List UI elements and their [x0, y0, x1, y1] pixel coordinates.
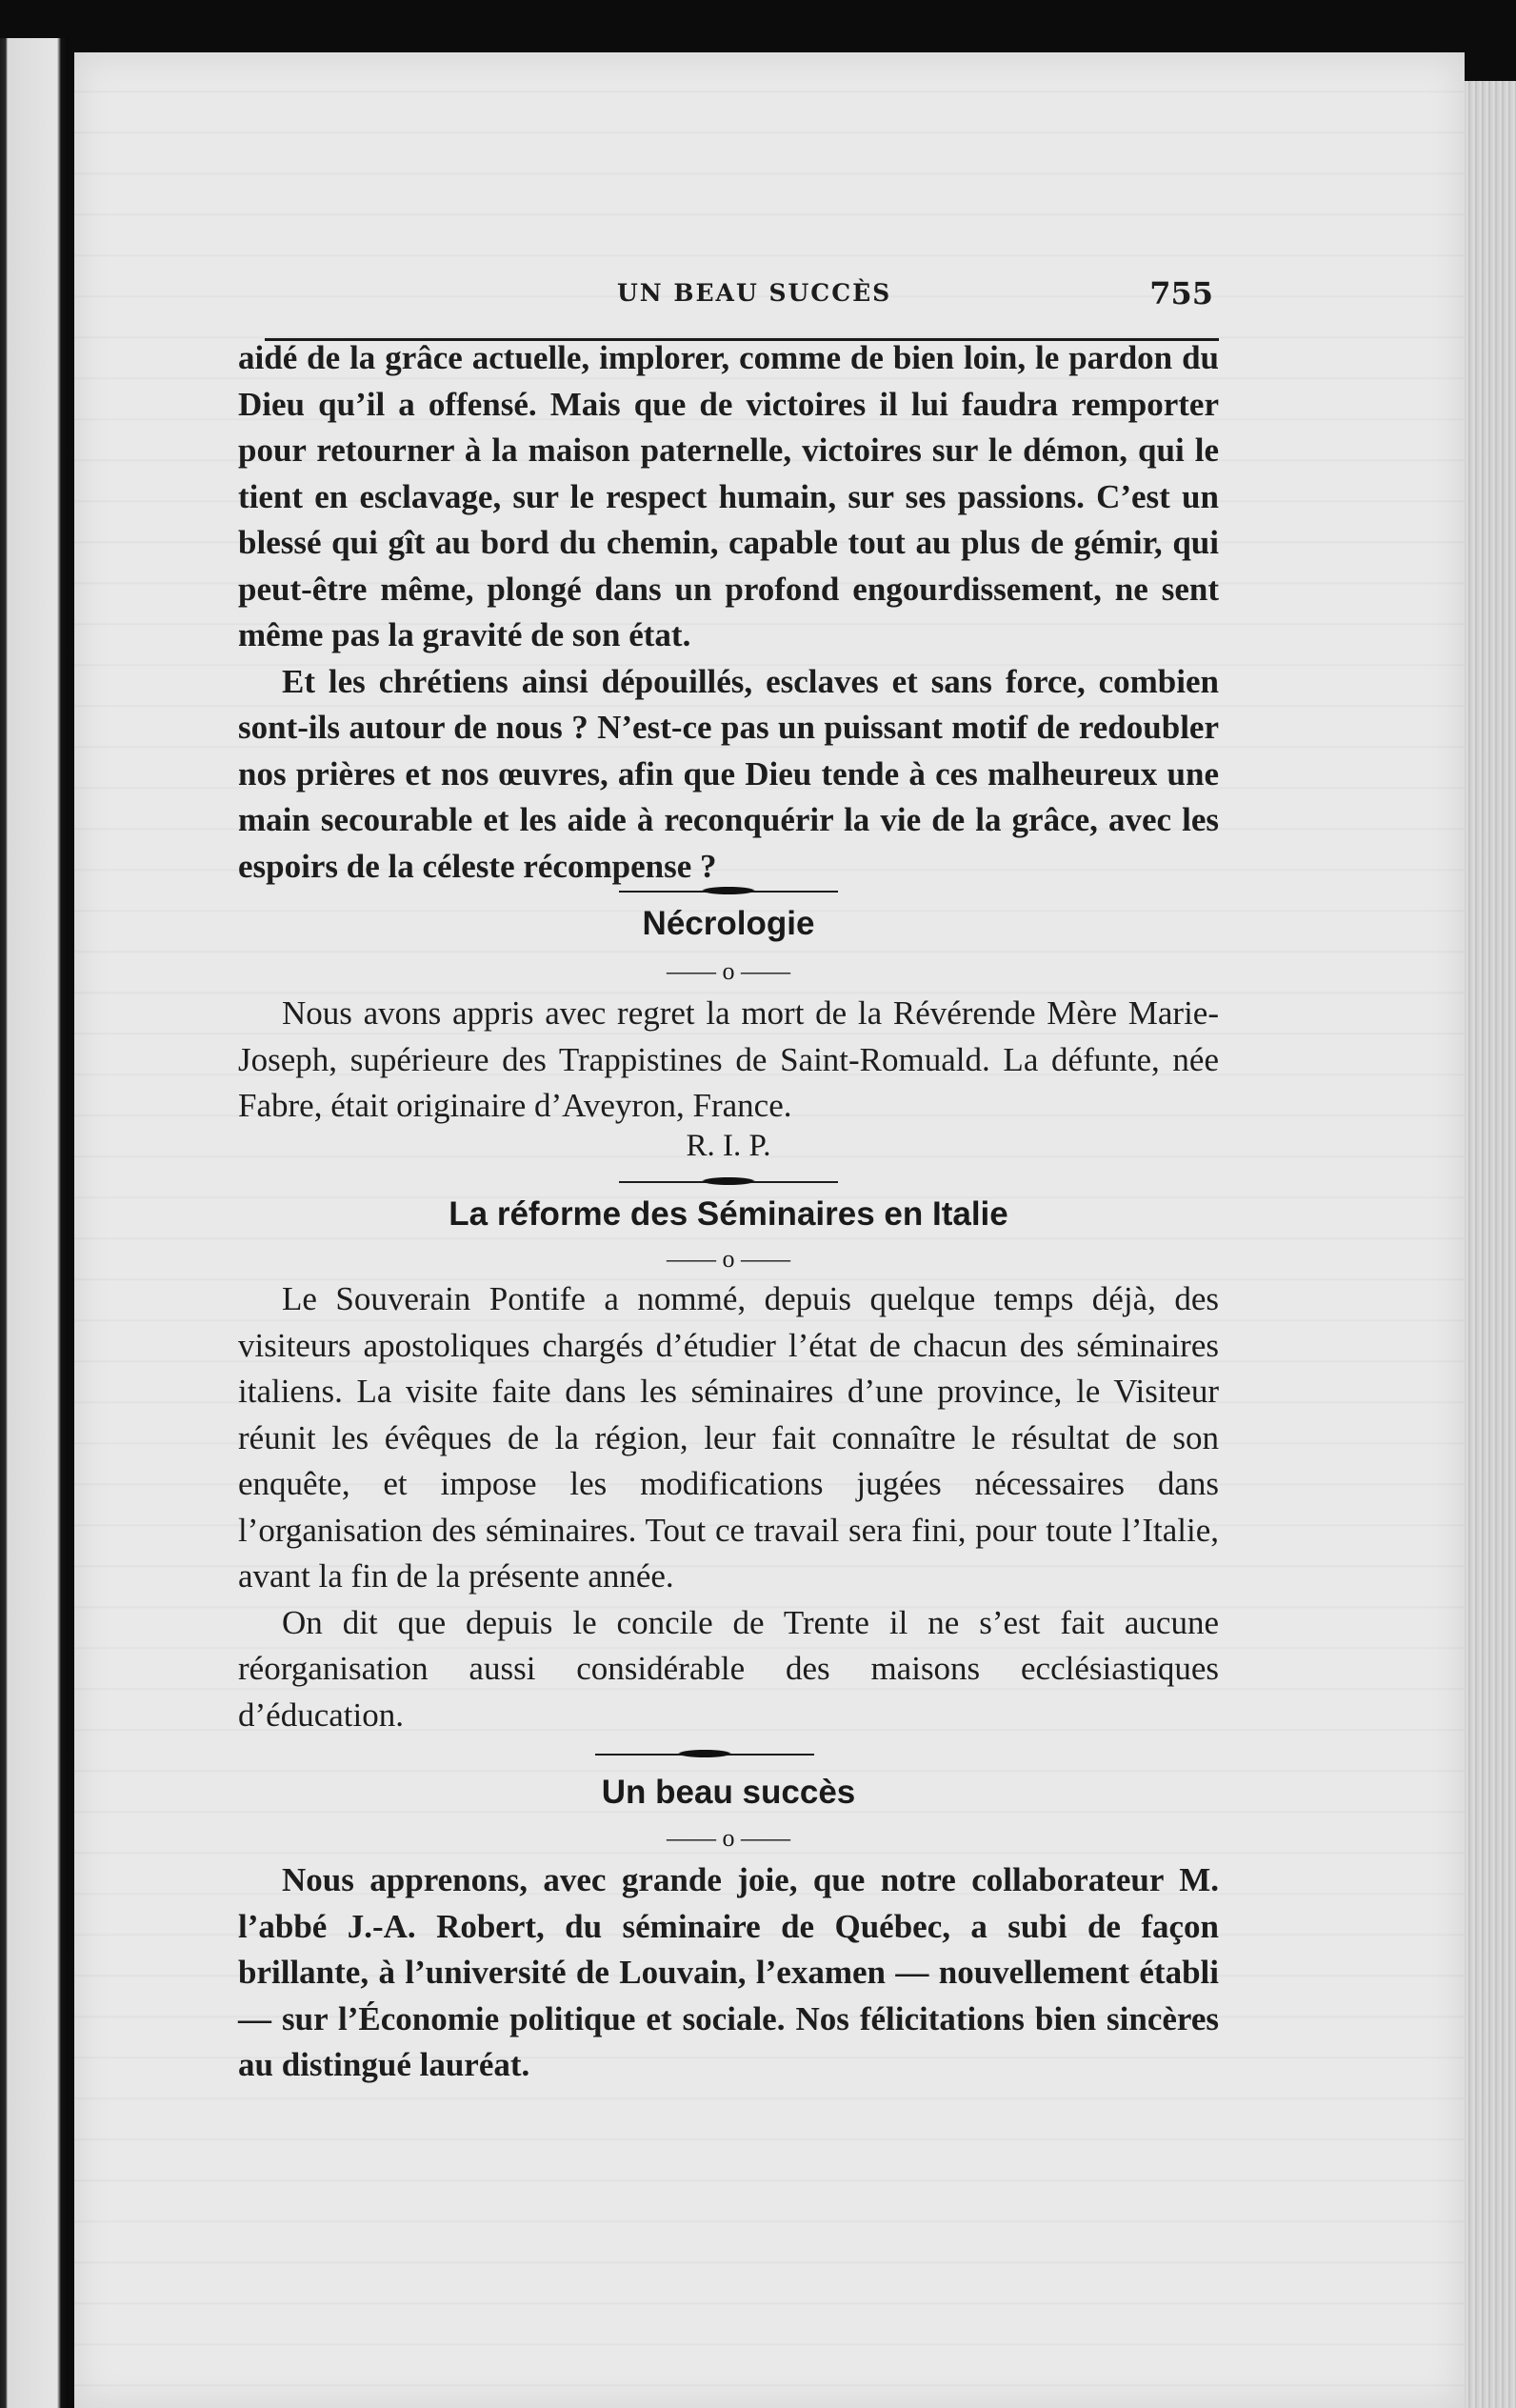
section-title-necrologie: Nécrologie	[642, 905, 815, 942]
intro-paragraph: Et les chrétiens ainsi dépouillés, esclaves et sans force, combien sont-ils autour de nous ? N’est-ce pas un puissant motif de redoubler nos prières et nos œuvres, afin que Dieu tende à ces malheureux une main secourable et les aide à reconquérir la vie de la grâce, avec les espoirs de la céleste récompense ?	[238, 662, 1219, 885]
ornament-divider	[619, 1175, 838, 1189]
section-title-reforme: La réforme des Séminaires en Italie	[449, 1195, 1008, 1233]
section-separator: —— o ——	[667, 1245, 790, 1273]
ornament-divider	[619, 885, 838, 898]
page-stack-edge	[1465, 81, 1516, 2408]
running-header	[265, 270, 1219, 341]
reforme-paragraph: Le Souverain Pontife a nommé, depuis quelque temps déjà, des visiteurs apostoliques chargés d’étudier l’état de chacun des séminaires italiens. La visite faite dans les séminaires d’une province, le Visiteur réunit les évêques de la région, leur fait connaître le résultat de son enquête, et impose les modifications jugées nécessaires dans l’organisation des séminaires. Tout ce travail sera fini, pour toute l’Italie, avant la fin de la présente année.	[238, 1280, 1219, 1595]
section-separator: —— o ——	[667, 957, 790, 985]
succes-paragraph: Nous apprenons, avec grande joie, que notre collaborateur M. l’abbé J.-A. Robert, du séminaire de Québec, a subi de façon brillante, à l’université de Louvain, l’examen — nouvellement établi — sur l’Économie politique et sociale. Nos félicitations bien sincères au distingué lauréat.	[238, 1861, 1219, 2083]
succes-text	[238, 1857, 1219, 2089]
ornament-divider	[595, 1748, 814, 1761]
reforme-text	[238, 1276, 1219, 1738]
necrologie-text	[238, 991, 1219, 1130]
section-separator: —— o ——	[667, 1824, 790, 1852]
section-title-succes: Un beau succès	[601, 1774, 856, 1811]
intro-text	[238, 335, 1219, 890]
intro-paragraph: aidé de la grâce actuelle, implorer, comme de bien loin, le pardon du Dieu qu’il a offensé. Mais que de victoires il lui faudra remporter pour retourner à la maison paternelle, victoires sur le démon, qui le tient en esclavage, sur le respect humain, sur ses passions. C’est un blessé qui gît au bord du chemin, capable tout au plus de gémir, qui peut-être même, plongé dans un profond engourdissement, ne sent même pas la gravité de son état.	[238, 339, 1219, 653]
running-title: UN BEAU SUCCÈS	[617, 279, 892, 307]
necrologie-paragraph: Nous avons appris avec regret la mort de la Révérende Mère Marie-Joseph, supérieure des Trappistines de Saint-Romuald. La défunte, née Fabre, était originaire d’Aveyron, France.	[238, 994, 1219, 1124]
page-number: 755	[1149, 275, 1213, 311]
rip-line: R. I. P.	[686, 1129, 771, 1163]
left-page-edge	[0, 38, 69, 2408]
reforme-paragraph: On dit que depuis le concile de Trente il ne s’est fait aucune réorganisation aussi considérable des maisons ecclésiastiques d’éducation.	[238, 1603, 1219, 1734]
